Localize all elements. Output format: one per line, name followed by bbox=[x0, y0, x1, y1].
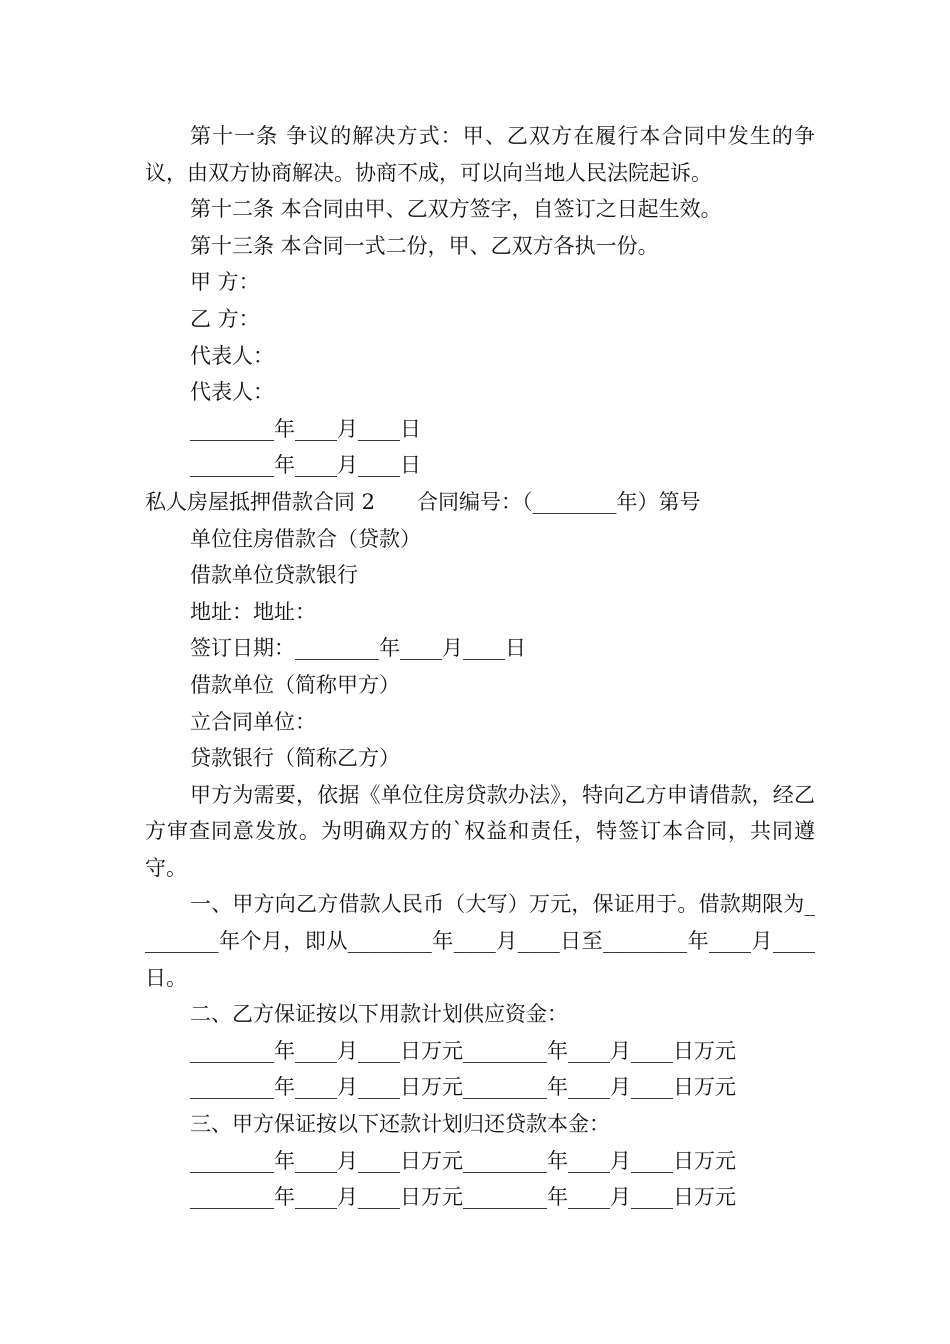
article-1-loan: 一、甲方向乙方借款人民币（大写）万元，保证用于。借款期限为________年个月，即从________年____月____日至________年____月____日。 bbox=[145, 892, 815, 990]
address-line: 地址：地址： bbox=[190, 599, 316, 624]
disbursement-row-1: ________年____月____日万元________年____月____日万元 bbox=[190, 1038, 736, 1063]
repayment-row-2: ________年____月____日万元________年____月____日万元 bbox=[190, 1185, 736, 1210]
party-a-label: 甲 方： bbox=[190, 270, 260, 295]
contract-subtitle: 单位住房借款合（贷款） bbox=[190, 526, 421, 551]
lender-label: 贷款银行（简称乙方） bbox=[190, 746, 400, 771]
date-line-a: ________年____月____日 bbox=[190, 416, 421, 441]
borrower-lender-header: 借款单位贷款银行 bbox=[190, 563, 358, 588]
signing-date-line: 签订日期：________年____月____日 bbox=[190, 636, 526, 661]
representative-a-label: 代表人： bbox=[190, 343, 274, 368]
borrower-label: 借款单位（简称甲方） bbox=[190, 672, 400, 697]
clause-11-dispute: 第十一条 争议的解决方式：甲、乙双方在履行本合同中发生的争议，由双方协商解决。协商不成，可以向当地人民法院起诉。 bbox=[145, 124, 815, 185]
document-body bbox=[145, 118, 815, 1216]
contract-2-title: 私人房屋抵押借款合同 2 合同编号：（________年）第号 bbox=[145, 489, 701, 514]
date-line-b: ________年____月____日 bbox=[190, 453, 421, 478]
party-b-label: 乙 方： bbox=[190, 306, 260, 331]
repayment-row-1: ________年____月____日万元________年____月____日万元 bbox=[190, 1148, 736, 1173]
contracting-unit-label: 立合同单位： bbox=[190, 709, 316, 734]
clause-12-effective: 第十二条 本合同由甲、乙双方签字，自签订之日起生效。 bbox=[190, 197, 722, 222]
article-3-heading: 三、甲方保证按以下还款计划归还贷款本金： bbox=[190, 1112, 610, 1137]
representative-b-label: 代表人： bbox=[190, 380, 274, 405]
clause-13-copies: 第十三条 本合同一式二份，甲、乙双方各执一份。 bbox=[190, 233, 659, 258]
preamble-paragraph: 甲方为需要，依据《单位住房贷款办法》，特向乙方申请借款，经乙方审查同意发放。为明确双方的`权益和责任，特签订本合同，共同遵守。 bbox=[145, 782, 815, 880]
article-2-heading: 二、乙方保证按以下用款计划供应资金： bbox=[190, 1002, 568, 1027]
disbursement-row-2: ________年____月____日万元________年____月____日万元 bbox=[190, 1075, 736, 1100]
